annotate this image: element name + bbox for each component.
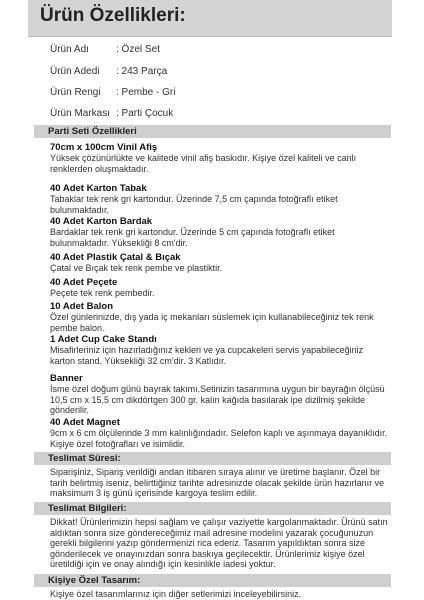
section-title: Parti Seti Özellikleri [48, 126, 137, 137]
item-description: Misafirleriniz için hazırladığınız kekleri ve ya cupcakeleri servis yapabileceğiniz karton stand. Yüksekliği 32 cm'dir. 3 Katlıdır. [50, 345, 364, 366]
item-heading: 1 Adet Cup Cake Standı [50, 334, 157, 345]
product-item [50, 216, 390, 248]
item-heading: 40 Adet Magnet [50, 417, 120, 428]
title-bar [28, 0, 392, 37]
section-header-parti-seti [34, 125, 391, 138]
section-header-kisiye-ozel [34, 574, 391, 587]
section-title: Teslimat Süresi: [48, 453, 121, 464]
spec-value: : Parti Çocuk [116, 108, 174, 119]
item-description: Peçete tek renk pembedir. [50, 288, 155, 298]
spec-label: Ürün Adı [50, 44, 89, 55]
item-description: İsme özel doğum günü bayrak takımı.Setinizin tasarımına uygun bir bayrağın ölçüsü 10,5 cm x 15,5 cm dikdörtgen 300 gr. kalın kağıda basılarak ipe dizilmiş şekilde gönderilir. [50, 384, 385, 415]
product-item [50, 417, 390, 449]
spec-value: : 243 Parça [116, 66, 168, 77]
spec-label: Ürün Markası [50, 108, 111, 119]
section-header-teslimat-suresi [34, 452, 391, 465]
item-description: Bardaklar tek renk gri kartondur. Üzerinde 5 cm çapında fotoğraflı etiket bulunmaktadır. Yüksekliği 8 cm'dir. [50, 227, 335, 248]
product-item [50, 301, 390, 333]
section-title: Teslimat Bilgileri: [48, 503, 127, 514]
spec-label: Ürün Rengi [50, 87, 101, 98]
product-item [50, 252, 390, 274]
spec-label: Ürün Adedi [50, 66, 100, 77]
item-heading: 40 Adet Karton Bardak [50, 216, 153, 227]
item-heading: 70cm x 100cm Vinil Afiş [50, 142, 158, 153]
spec-value: : Özel Set [116, 44, 160, 55]
item-heading: 40 Adet Karton Tabak [50, 183, 147, 194]
product-item [50, 373, 390, 416]
teslimat-bilgileri-text: Dikkat! Ürünlerimizin hepsi sağlam ve çalışır vaziyette kargolanmaktadır. Ürünü satın aldıktan sonra size göndereceğimiz mail adresine modelini yazarak çocuğunuzun gerekli bilgilerini yazıp göndermenizi rica ederiz. Tasarım yapıldıktan sonra size gönderilecek ve onayınızdan sonra baskıya geçilecektir. Ürünlerimiz kişiye özel üretildiği için ve onay alındığı için kesinlikle iadesi yoktur. [50, 517, 388, 569]
kisiye-ozel-text: Kişiye özel tasarımlarınız için diğer setlerimizi inceleyebilirsiniz. [50, 589, 302, 599]
item-description: 9cm x 6 cm ölçülerinde 3 mm kalınlığındadır. Selefon kaplı ve aşınmaya dayanıklıdır. Kişiye özel fotoğrafları ve isimlidir. [50, 428, 388, 449]
teslimat-suresi-text: Siparişiniz, Sipariş verildiği andan itibaren sıraya alınır ve üretime başlanır. Özel bir tarih belirtmiş iseniz, belirttiğiniz tarihte adresinizde olacak şekilde ürün hazırlanır ve maksimum 3 iş günü içerisinde kargoya teslim edilir. [50, 467, 385, 498]
item-heading: 40 Adet Plastik Çatal & Bıçak [50, 252, 181, 263]
page-title: Ürün Özellikleri: [40, 5, 186, 26]
item-heading: Banner [50, 373, 83, 384]
product-item [50, 142, 390, 174]
item-heading: 40 Adet Peçete [50, 277, 118, 288]
item-description: Tabaklar tek renk gri kartondur. Üzerinde 7,5 cm çapında fotoğraflı etiket bulunmaktadır. [50, 194, 338, 215]
item-heading: 10 Adet Balon [50, 301, 113, 312]
item-description: Çatal ve Bıçak tek renk pembe ve plastiktir. [50, 263, 223, 273]
section-header-teslimat-bilgileri [34, 502, 391, 515]
item-description: Yüksek çözünürlükte ve kalitede vinil afiş baskıdır. Kişiye özel kaliteli ve canlı renklerden oluşmaktadır. [50, 153, 357, 174]
product-item [50, 334, 390, 366]
section-title: Kişiye Özel Tasarım: [48, 575, 141, 586]
product-item [50, 183, 390, 215]
spec-value: : Pembe - Gri [116, 87, 176, 98]
item-description: Özel günlerinizde, dış yada iç mekanları süslemek için kullanabileceğiniz tek renk pembe balon. [50, 312, 374, 333]
product-item [50, 277, 390, 299]
